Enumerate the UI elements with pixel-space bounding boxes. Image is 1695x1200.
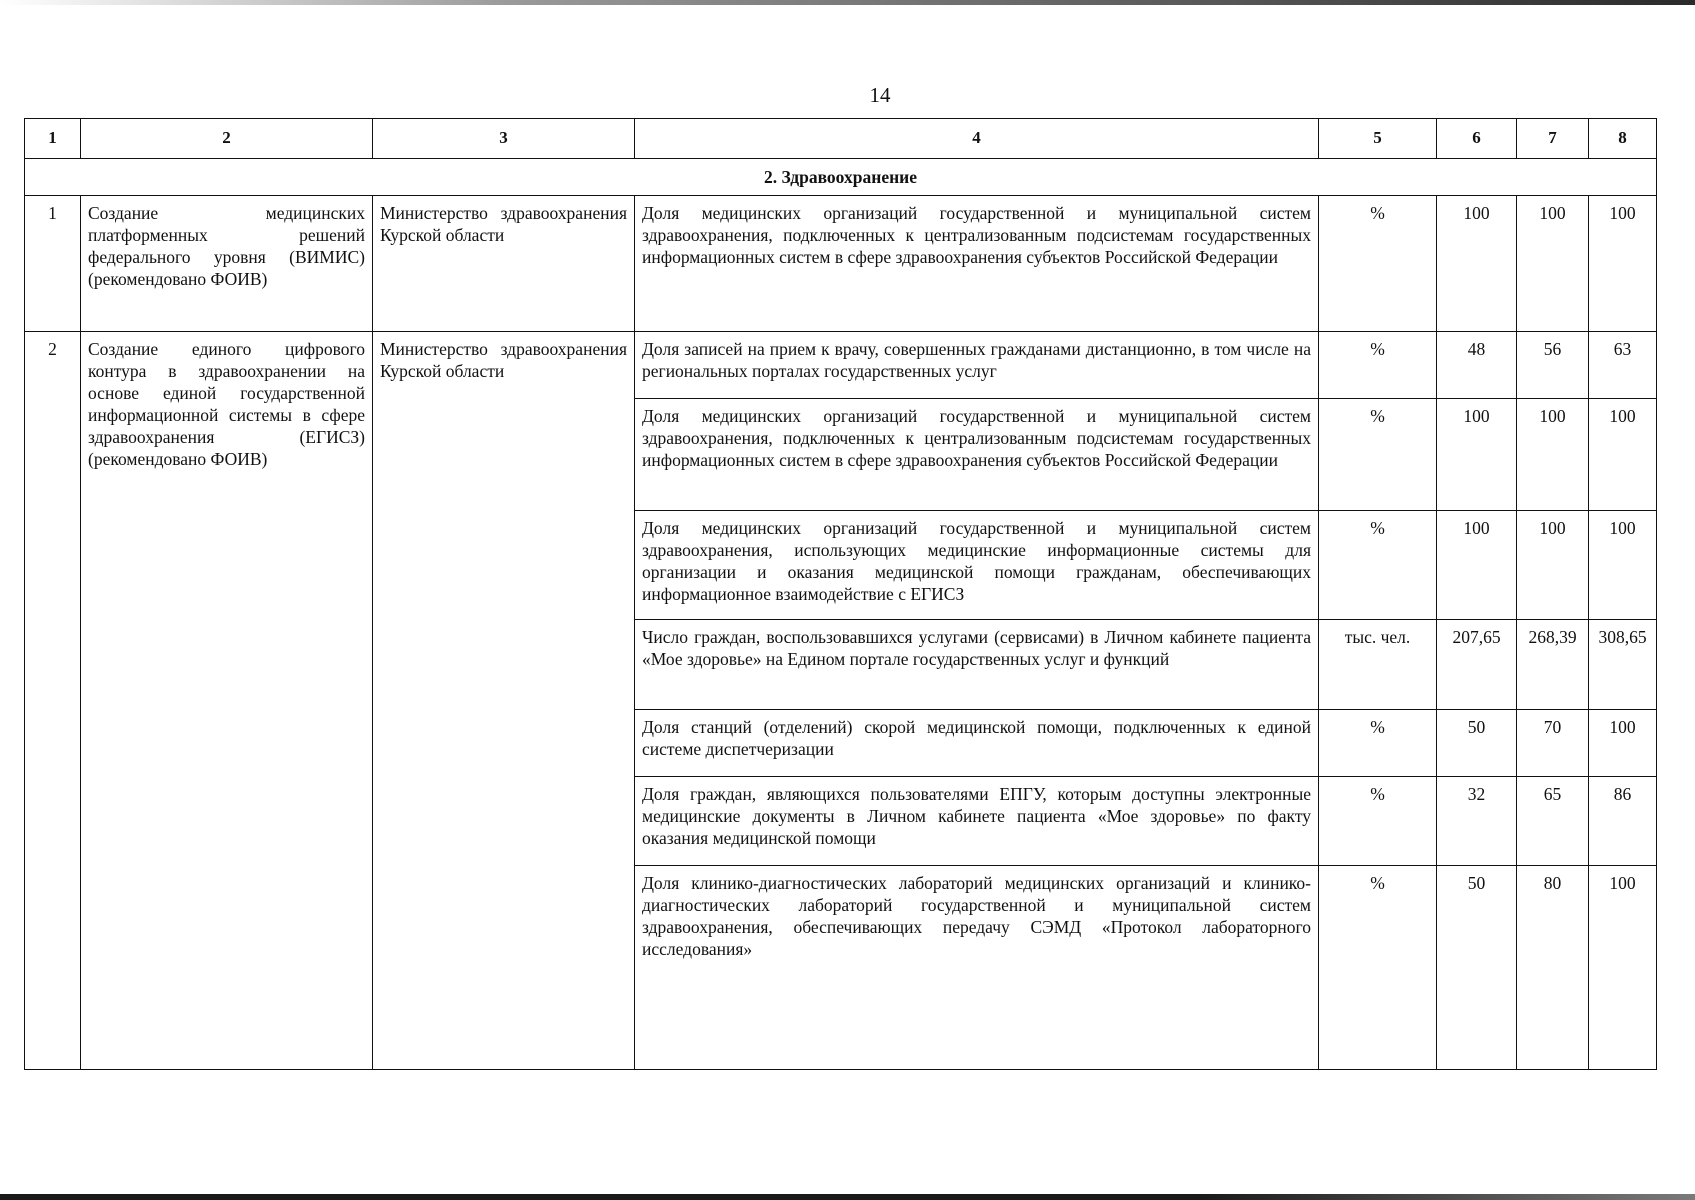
indicator-value-col6: 100 bbox=[1437, 510, 1517, 620]
header-cell-2: 2 bbox=[81, 119, 373, 159]
header-cell-3: 3 bbox=[373, 119, 635, 159]
indicator-value-col8: 100 bbox=[1589, 196, 1657, 332]
indicator-value-col7: 56 bbox=[1517, 332, 1589, 399]
row-number: 2 bbox=[25, 332, 81, 1070]
section-row bbox=[25, 158, 1657, 196]
indicator-value-col7: 65 bbox=[1517, 776, 1589, 865]
indicator-text: Доля станций (отделений) скорой медицинской помощи, подключенных к единой системе диспетчеризации bbox=[635, 709, 1319, 776]
indicator-text: Доля записей на прием к врачу, совершенных гражданами дистанционно, в том числе на региональных порталах государственных услуг bbox=[635, 332, 1319, 399]
header-cell-5: 5 bbox=[1319, 119, 1437, 159]
indicator-text: Доля граждан, являющихся пользователями ЕПГУ, которым доступны электронные медицинские документы в Личном кабинете пациента «Мое здоровье» по факту оказания медицинской помощи bbox=[635, 776, 1319, 865]
indicator-value-col7: 268,39 bbox=[1517, 620, 1589, 709]
indicator-unit: % bbox=[1319, 196, 1437, 332]
responsible-body: Министерство здравоохранения Курской области bbox=[373, 332, 635, 1070]
header-cell-8: 8 bbox=[1589, 119, 1657, 159]
indicator-value-col8: 308,65 bbox=[1589, 620, 1657, 709]
indicators-table bbox=[24, 118, 1657, 1070]
table-row bbox=[25, 196, 1657, 332]
indicator-unit: % bbox=[1319, 865, 1437, 1069]
indicator-text: Доля медицинских организаций государственной и муниципальной систем здравоохранения, использующих медицинские информационные системы для организации и оказания медицинской помощи гражданам, обеспечивающих информационное взаимодействие с ЕГИСЗ bbox=[635, 510, 1319, 620]
measure-name: Создание медицинских платформенных решений федерального уровня (ВИМИС) (рекомендовано ФОИВ) bbox=[81, 196, 373, 332]
indicator-text: Доля медицинских организаций государственной и муниципальной систем здравоохранения, подключенных к централизованным подсистемам государственных информационных систем в сфере здравоохранения субъектов Российской Федерации bbox=[635, 196, 1319, 332]
indicator-value-col6: 32 bbox=[1437, 776, 1517, 865]
scan-edge-bottom-fade bbox=[1200, 1194, 1695, 1200]
row-number: 1 bbox=[25, 196, 81, 332]
indicator-value-col8: 86 bbox=[1589, 776, 1657, 865]
table-row bbox=[25, 332, 1657, 399]
indicator-unit: % bbox=[1319, 709, 1437, 776]
indicator-value-col8: 100 bbox=[1589, 510, 1657, 620]
indicator-text: Доля медицинских организаций государственной и муниципальной систем здравоохранения, подключенных к централизованным подсистемам государственных информационных систем в сфере здравоохранения субъектов Российской Федерации bbox=[635, 399, 1319, 511]
indicator-unit: % bbox=[1319, 399, 1437, 511]
indicator-unit: тыс. чел. bbox=[1319, 620, 1437, 709]
indicator-value-col7: 80 bbox=[1517, 865, 1589, 1069]
page-number: 14 bbox=[869, 83, 891, 107]
indicator-unit: % bbox=[1319, 510, 1437, 620]
indicator-value-col8: 100 bbox=[1589, 865, 1657, 1069]
indicator-value-col6: 100 bbox=[1437, 196, 1517, 332]
indicator-value-col6: 50 bbox=[1437, 709, 1517, 776]
indicator-value-col7: 100 bbox=[1517, 196, 1589, 332]
indicator-value-col7: 70 bbox=[1517, 709, 1589, 776]
indicator-unit: % bbox=[1319, 776, 1437, 865]
header-cell-4: 4 bbox=[635, 119, 1319, 159]
indicator-text: Число граждан, воспользовавшихся услугами (сервисами) в Личном кабинете пациента «Мое здоровье» на Едином портале государственных услуг и функций bbox=[635, 620, 1319, 709]
header-row bbox=[25, 119, 1657, 159]
indicator-value-col6: 100 bbox=[1437, 399, 1517, 511]
indicator-value-col8: 100 bbox=[1589, 709, 1657, 776]
responsible-body: Министерство здравоохранения Курской области bbox=[373, 196, 635, 332]
indicator-value-col7: 100 bbox=[1517, 399, 1589, 511]
indicator-value-col8: 100 bbox=[1589, 399, 1657, 511]
scan-edge-top bbox=[0, 0, 1695, 5]
indicator-value-col6: 48 bbox=[1437, 332, 1517, 399]
header-cell-6: 6 bbox=[1437, 119, 1517, 159]
measure-name: Создание единого цифрового контура в здравоохранении на основе единой государственной информационной системы в сфере здравоохранения (ЕГИСЗ) (рекомендовано ФОИВ) bbox=[81, 332, 373, 1070]
indicator-text: Доля клинико-диагностических лабораторий медицинских организаций и клинико- диагностических лабораторий государственной и муниципальной систем здравоохранения, обеспечивающих передачу СЭМД «Протокол лабораторного исследования» bbox=[635, 865, 1319, 1069]
header-cell-7: 7 bbox=[1517, 119, 1589, 159]
indicator-unit: % bbox=[1319, 332, 1437, 399]
indicator-value-col7: 100 bbox=[1517, 510, 1589, 620]
indicator-value-col6: 207,65 bbox=[1437, 620, 1517, 709]
header-cell-1: 1 bbox=[25, 119, 81, 159]
indicator-value-col6: 50 bbox=[1437, 865, 1517, 1069]
indicator-value-col8: 63 bbox=[1589, 332, 1657, 399]
section-title: 2. Здравоохранение bbox=[25, 158, 1657, 196]
